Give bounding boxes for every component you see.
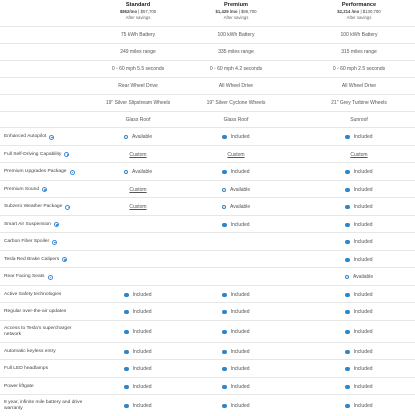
feature-row: [0, 267, 415, 286]
feature-label: [4, 303, 86, 321]
status-text: Included: [230, 309, 250, 316]
feature-status-cell: [186, 251, 286, 269]
feature-row: [0, 302, 415, 321]
included-dot-icon: [345, 404, 349, 408]
included-dot-icon: [222, 350, 226, 354]
feature-row: [0, 180, 415, 199]
included-dot-icon: [345, 310, 349, 314]
feature-status-cell: [309, 343, 409, 361]
spec-value: 19" Silver Cyclone Wheels: [206, 100, 266, 107]
included-dot-icon: [222, 330, 226, 334]
feature-label-text: Smart Air Suspension: [4, 221, 52, 227]
total-price: | $86,700: [238, 9, 257, 14]
status-text: Included: [353, 186, 373, 193]
status-text: Included: [230, 383, 250, 390]
feature-status-cell: [186, 181, 286, 199]
status-included: [222, 222, 249, 228]
status-included: [124, 309, 151, 315]
feature-status-cell: [186, 378, 286, 396]
included-dot-icon: [222, 223, 226, 227]
spec-value: Glass Roof: [125, 116, 151, 123]
feature-status-cell: [309, 216, 409, 234]
info-icon[interactable]: [62, 257, 67, 262]
status-text: Available: [229, 204, 251, 211]
feature-label-text: Access to Tesla's supercharger network: [4, 326, 72, 337]
feature-row: [0, 377, 415, 396]
status-included: [124, 366, 151, 372]
feature-row: [0, 162, 415, 181]
spec-row: [0, 43, 415, 61]
info-icon[interactable]: [54, 222, 59, 227]
status-text: Included: [353, 402, 373, 409]
status-text: Available: [229, 186, 251, 193]
spec-row: [0, 26, 415, 44]
status-text: Included: [353, 291, 373, 298]
available-circle-icon: [222, 205, 226, 209]
status-included: [222, 366, 249, 372]
feature-status-cell: [88, 198, 188, 216]
trim-name: Performance: [341, 2, 377, 8]
feature-status-cell: [309, 146, 409, 164]
column-header-2: [309, 2, 409, 20]
spec-value: Sunroof: [350, 116, 368, 123]
status-included: [222, 169, 249, 175]
status-text: Included: [230, 291, 250, 298]
included-dot-icon: [222, 367, 226, 371]
included-dot-icon: [345, 330, 349, 334]
feature-label-text: Rear Facing Seats: [4, 274, 45, 280]
spec-row: [0, 94, 415, 112]
info-icon[interactable]: [52, 240, 57, 245]
included-dot-icon: [345, 293, 349, 297]
status-included: [345, 403, 372, 409]
feature-label: [4, 233, 86, 251]
custom-link[interactable]: Custom: [129, 204, 147, 211]
monthly-price: $862/mo: [119, 9, 138, 14]
included-dot-icon: [345, 223, 349, 227]
feature-label-text: Full Self-Driving Capability: [4, 151, 62, 157]
status-text: Included: [132, 309, 152, 316]
spec-value: 19" Silver Slipstream Wheels: [105, 100, 171, 107]
status-text: Included: [132, 383, 152, 390]
feature-status-cell: [309, 268, 409, 286]
feature-label-text: Premium Upgrades Package: [4, 169, 67, 175]
feature-row: [0, 145, 415, 164]
feature-label: [4, 360, 86, 378]
status-available: [222, 187, 250, 193]
feature-status-cell: [88, 321, 188, 343]
status-text: Available: [131, 134, 153, 141]
status-included: [124, 329, 151, 335]
status-included: [345, 169, 372, 175]
feature-status-cell: [186, 360, 286, 378]
status-included: [124, 384, 151, 390]
spec-value: All Wheel Drive: [341, 83, 377, 90]
feature-label: [4, 268, 86, 286]
included-dot-icon: [124, 350, 128, 354]
feature-label: [4, 163, 86, 181]
feature-label: [4, 198, 86, 216]
feature-status-cell: [186, 146, 286, 164]
feature-status-cell: [309, 233, 409, 251]
feature-status-cell: [186, 343, 286, 361]
feature-status-cell: [186, 163, 286, 181]
feature-label-text: Carbon Fiber Spoiler: [4, 239, 50, 245]
status-available: [222, 204, 250, 210]
feature-status-cell: [88, 146, 188, 164]
spec-value: 0 - 60 mph 4.2 seconds: [209, 66, 263, 73]
feature-status-cell: [88, 303, 188, 321]
feature-label-text: Power liftgate: [4, 383, 34, 389]
status-included: [124, 349, 151, 355]
feature-label: [4, 321, 86, 343]
status-included: [345, 222, 372, 228]
status-text: Included: [230, 366, 250, 373]
feature-row: [0, 359, 415, 378]
feature-status-cell: [88, 378, 188, 396]
included-dot-icon: [124, 404, 128, 408]
status-text: Included: [132, 348, 152, 355]
feature-row: [0, 127, 415, 146]
status-included: [345, 329, 372, 335]
status-included: [345, 204, 372, 210]
feature-status-cell: [88, 251, 188, 269]
price-note: After savings: [125, 14, 151, 20]
status-text: Included: [353, 383, 373, 390]
feature-status-cell: [88, 128, 188, 146]
spec-row: [0, 111, 415, 129]
spec-value: 0 - 60 mph 2.5 seconds: [332, 66, 386, 73]
status-included: [124, 292, 151, 298]
feature-label-text: Subzero Weather Package: [4, 204, 63, 210]
feature-status-cell: [309, 286, 409, 304]
info-icon[interactable]: [70, 170, 75, 175]
feature-status-cell: [88, 395, 188, 416]
status-text: Included: [230, 348, 250, 355]
status-available: [124, 134, 152, 140]
available-circle-icon: [345, 275, 349, 279]
status-text: Included: [230, 328, 250, 335]
status-included: [222, 403, 249, 409]
column-header-0: [88, 2, 188, 20]
feature-label-text: Regular over-the-air updates: [4, 309, 67, 315]
feature-label-text: 8 year, infinite mile battery and drive warranty: [4, 400, 83, 411]
included-dot-icon: [345, 205, 349, 209]
feature-status-cell: [309, 163, 409, 181]
included-dot-icon: [222, 293, 226, 297]
status-text: Included: [132, 291, 152, 298]
feature-status-cell: [88, 181, 188, 199]
spec-value: 100 kWh Battery: [340, 32, 378, 39]
available-circle-icon: [124, 170, 128, 174]
status-text: Included: [353, 204, 373, 211]
included-dot-icon: [345, 188, 349, 192]
feature-row: [0, 320, 415, 343]
status-included: [345, 134, 372, 140]
feature-status-cell: [88, 343, 188, 361]
included-dot-icon: [124, 293, 128, 297]
included-dot-icon: [222, 385, 226, 389]
status-text: Included: [230, 402, 250, 409]
feature-status-cell: [186, 233, 286, 251]
info-icon[interactable]: [48, 275, 53, 280]
status-text: Included: [353, 366, 373, 373]
status-text: Available: [131, 169, 153, 176]
status-included: [345, 257, 372, 263]
status-available: [124, 169, 152, 175]
status-text: Included: [353, 239, 373, 246]
status-text: Included: [353, 134, 373, 141]
feature-status-cell: [309, 378, 409, 396]
feature-status-cell: [309, 198, 409, 216]
column-header-1: [186, 2, 286, 20]
available-circle-icon: [124, 135, 128, 139]
included-dot-icon: [345, 385, 349, 389]
feature-row: [0, 215, 415, 234]
feature-row: [0, 285, 415, 304]
feature-status-cell: [186, 268, 286, 286]
spec-value: Rear Wheel Drive: [118, 83, 158, 90]
status-text: Included: [353, 348, 373, 355]
feature-status-cell: [186, 321, 286, 343]
spec-value: 100 kWh Battery: [217, 32, 255, 39]
info-icon[interactable]: [64, 152, 69, 157]
total-price: | $130,700: [360, 9, 381, 14]
feature-label-text: Active Safety technologies: [4, 291, 62, 297]
spec-value: All Wheel Drive: [218, 83, 254, 90]
spec-value: 0 - 60 mph 5.5 seconds: [111, 66, 165, 73]
feature-label-text: Automatic keyless entry: [4, 348, 56, 354]
feature-status-cell: [88, 286, 188, 304]
feature-status-cell: [186, 216, 286, 234]
feature-label: [4, 378, 86, 396]
info-icon[interactable]: [42, 187, 47, 192]
feature-status-cell: [186, 128, 286, 146]
custom-link[interactable]: Custom: [129, 186, 147, 193]
status-included: [345, 292, 372, 298]
status-included: [222, 349, 249, 355]
status-available: [345, 274, 373, 280]
feature-row: [0, 197, 415, 216]
included-dot-icon: [345, 135, 349, 139]
spec-value: 249 miles range: [120, 49, 156, 56]
feature-label: [4, 251, 86, 269]
feature-status-cell: [309, 128, 409, 146]
feature-label: [4, 181, 86, 199]
spec-value: 315 miles range: [341, 49, 377, 56]
feature-status-cell: [88, 163, 188, 181]
feature-status-cell: [309, 360, 409, 378]
status-text: Included: [353, 309, 373, 316]
status-included: [222, 329, 249, 335]
monthly-price: $1,429 /mo: [215, 9, 238, 14]
feature-row: [0, 342, 415, 361]
status-included: [345, 349, 372, 355]
feature-row: [0, 394, 415, 416]
spec-row: [0, 77, 415, 95]
included-dot-icon: [222, 170, 226, 174]
status-text: Included: [353, 221, 373, 228]
included-dot-icon: [345, 350, 349, 354]
monthly-price: $2,214 /mo: [337, 9, 360, 14]
feature-row: [0, 250, 415, 269]
status-included: [345, 239, 372, 245]
feature-status-cell: [309, 251, 409, 269]
feature-status-cell: [186, 395, 286, 416]
info-icon[interactable]: [65, 205, 70, 210]
feature-label: [4, 286, 86, 304]
total-price: | $57,700: [138, 9, 157, 14]
status-text: Included: [132, 402, 152, 409]
included-dot-icon: [345, 258, 349, 262]
custom-link[interactable]: Custom: [227, 151, 245, 158]
feature-status-cell: [88, 268, 188, 286]
price-note: After savings: [346, 14, 372, 20]
status-included: [345, 366, 372, 372]
spec-value: 75 kWh Battery: [120, 32, 156, 39]
available-circle-icon: [222, 188, 226, 192]
feature-status-cell: [186, 286, 286, 304]
feature-label-text: Tesla Red Brake Calipers: [4, 256, 60, 262]
feature-status-cell: [88, 216, 188, 234]
info-icon[interactable]: [49, 135, 54, 140]
status-included: [222, 309, 249, 315]
included-dot-icon: [222, 404, 226, 408]
feature-status-cell: [88, 233, 188, 251]
feature-status-cell: [309, 181, 409, 199]
included-dot-icon: [124, 385, 128, 389]
status-included: [345, 187, 372, 193]
status-text: Included: [230, 169, 250, 176]
status-included: [222, 384, 249, 390]
status-included: [345, 309, 372, 315]
feature-label: [4, 395, 86, 416]
included-dot-icon: [222, 310, 226, 314]
feature-label-text: Premium Sound: [4, 186, 40, 192]
spec-row: [0, 60, 415, 78]
feature-label-text: Full LED headlamps: [4, 366, 49, 372]
feature-status-cell: [309, 321, 409, 343]
included-dot-icon: [345, 240, 349, 244]
feature-label: [4, 128, 86, 146]
spec-value: Glass Roof: [223, 116, 249, 123]
price-note: After savings: [223, 14, 249, 20]
included-dot-icon: [222, 135, 226, 139]
feature-status-cell: [186, 198, 286, 216]
feature-status-cell: [309, 395, 409, 416]
feature-label: [4, 146, 86, 164]
status-text: Included: [230, 221, 250, 228]
trim-name: Standard: [125, 2, 151, 8]
included-dot-icon: [124, 330, 128, 334]
status-included: [222, 292, 249, 298]
status-included: [124, 403, 151, 409]
status-text: Included: [353, 169, 373, 176]
included-dot-icon: [124, 310, 128, 314]
included-dot-icon: [124, 367, 128, 371]
feature-label: [4, 216, 86, 234]
status-text: Available: [352, 274, 374, 281]
feature-status-cell: [309, 303, 409, 321]
status-text: Included: [132, 328, 152, 335]
feature-status-cell: [186, 303, 286, 321]
status-text: Included: [132, 366, 152, 373]
feature-status-cell: [88, 360, 188, 378]
feature-label: [4, 343, 86, 361]
status-text: Included: [353, 256, 373, 263]
custom-link[interactable]: Custom: [129, 151, 147, 158]
included-dot-icon: [345, 367, 349, 371]
custom-link[interactable]: Custom: [350, 151, 368, 158]
status-text: Included: [230, 134, 250, 141]
spec-value: 335 miles range: [218, 49, 254, 56]
status-text: Included: [353, 328, 373, 335]
feature-row: [0, 232, 415, 251]
included-dot-icon: [345, 170, 349, 174]
feature-label-text: Enhanced Autopilot: [4, 134, 47, 140]
status-included: [222, 134, 249, 140]
trim-name: Premium: [224, 2, 248, 8]
status-included: [345, 384, 372, 390]
spec-value: 21" Grey Turbine Wheels: [331, 100, 387, 107]
